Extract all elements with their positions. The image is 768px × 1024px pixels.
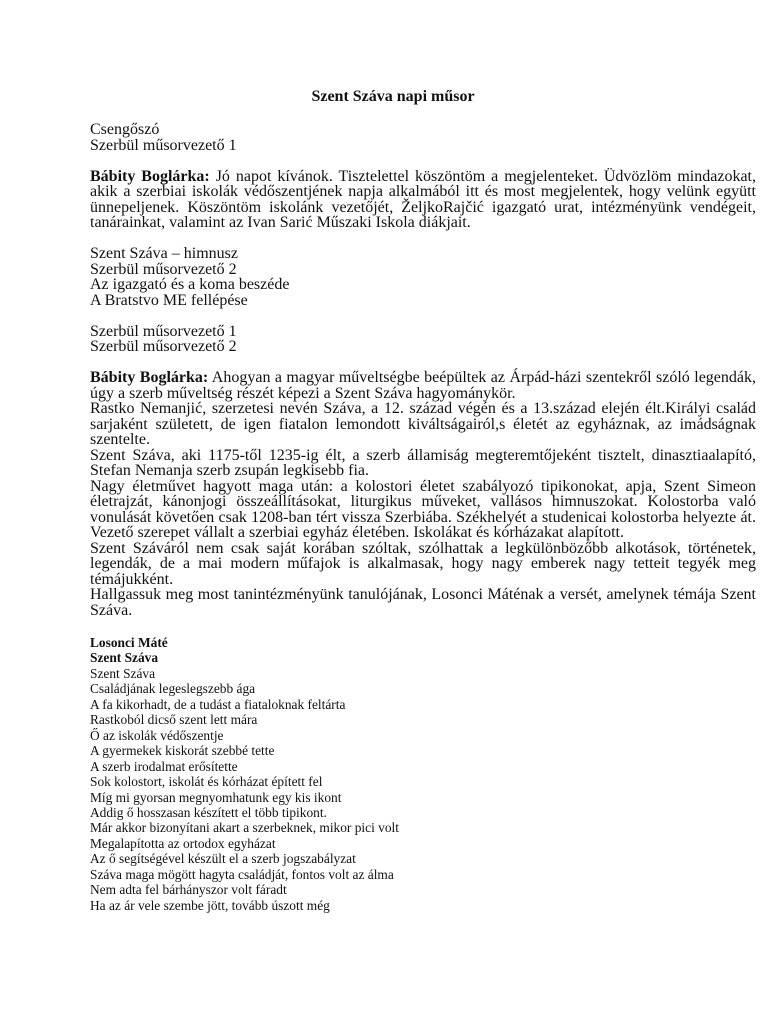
host-line: Szerbül műsorvezető 2 bbox=[90, 338, 237, 355]
poem-line: Családjának legeslegszebb ága bbox=[90, 681, 256, 697]
host-line: Szerbül műsorvezető 1 bbox=[90, 322, 237, 340]
poem-line: Rastkoból dicső szent lett mára bbox=[90, 712, 258, 728]
speech-text: Ahogyan a magyar műveltségbe beépültek az Árpád-házi szentekről szóló legendák, úgy a szerb műveltség részét képezi a Szent Száva hagyománykör. bbox=[90, 369, 756, 402]
spacer bbox=[90, 153, 756, 169]
poem-line: Szent Száva bbox=[90, 665, 156, 681]
speaker-name: Bábity Boglárka: bbox=[90, 369, 209, 386]
intro-line: Szerbül műsorvezető 1 bbox=[90, 136, 237, 154]
program-line: Az igazgató és a koma beszéde bbox=[90, 276, 290, 293]
host-lines bbox=[90, 324, 756, 355]
spacer bbox=[90, 355, 756, 371]
speech-paragraph: Szent Száva, aki 1175-től 1235-ig élt, a szerb államiság megteremtőjeként tisztelt, dinasztiaalapító, Stefan Nemanja szerb zsupán legkisebb fia. bbox=[90, 446, 756, 479]
spacer bbox=[90, 231, 756, 247]
poem-line: A szerb irodalmat erősítette bbox=[90, 758, 238, 774]
intro-lines bbox=[90, 122, 756, 153]
speech-paragraph: Nagy életművet hagyott maga után: a kolostori életet szabályozó tipikonokat, apja, Szent Simeon életrajzát, kánonjogi összeállításokat, liturgikus műveket, vallásos himnuszokat. Kolostorba való vonulását követően csak 1208-ban tért vissza Szerbiába. Székhelyét a studenicai kolostorba helyezte át. Vezető szerepet vállalt a szerbiai egyház életében. Iskolákat és kórházakat alapított. bbox=[90, 477, 756, 541]
program-lines bbox=[90, 246, 756, 308]
poem-line: Az ő segítségével készült el a szerb jogszabályzat bbox=[90, 851, 356, 867]
poem-author: Losonci Máté bbox=[90, 635, 168, 650]
speech-paragraph: Hallgassuk meg most tanintézményünk tanulójának, Losonci Máténak a versét, amelynek témája Szent Száva. bbox=[90, 586, 756, 619]
speech-1 bbox=[90, 169, 756, 231]
document-title: Szent Száva napi műsor bbox=[311, 88, 475, 105]
poem-line: Ő az iskolák védőszentje bbox=[90, 727, 224, 743]
poem-line: Míg mi gyorsan megnyomhatunk egy kis ikont bbox=[90, 789, 342, 805]
program-line: Szerbül műsorvezető 2 bbox=[90, 260, 237, 278]
speech-text: Jó napot kívánok. Tisztelettel köszöntöm a megjelenteket. Üdvözlöm mindazokat, akik a szerbiai iskolák védőszentjének napja alkalmából itt és most megjelentek, hogy velünk együtt ünnepeljenek. Köszöntöm iskolánk vezetőjét, ŽeljkoRajčić igazgató urat, intézményünk vendégeit, tanárainkat, valamint az Ivan Sarić Műszaki Iskola diákjait. bbox=[90, 167, 757, 231]
speaker-name: Bábity Boglárka: bbox=[90, 167, 210, 185]
poem bbox=[90, 635, 756, 913]
poem-line: Ha az ár vele szembe jött, tovább úszott még bbox=[90, 897, 330, 913]
poem-line: Addig ő hosszasan készített el több tipikont. bbox=[90, 804, 327, 820]
poem-line: Sok kolostort, iskolát és kórházat épített fel bbox=[90, 774, 323, 790]
poem-line: Száva maga mögött hagyta családját, fontos volt az álma bbox=[90, 866, 394, 882]
speech-paragraph: Szent Száváról nem csak saját korában szóltak, szólhattak a legkülönbözőbb alkotások, történetek, legendák, de a mai modern műfajok is alkalmasak, hogy nagy emberek nagy tetteit tegyék meg témájukként. bbox=[90, 539, 756, 588]
poem-line: Nem adta fel bárhányszor volt fáradt bbox=[90, 882, 287, 898]
intro-line: Csengőszó bbox=[90, 121, 160, 138]
poem-line: Már akkor bizonyítani akart a szerbeknek, mikor pici volt bbox=[90, 820, 399, 836]
poem-line: Megalapította az ortodox egyházat bbox=[90, 835, 276, 851]
poem-line: A gyermekek kiskorát szebbé tette bbox=[90, 743, 275, 759]
spacer bbox=[90, 308, 756, 324]
program-line: A Bratstvo ME fellépése bbox=[90, 291, 248, 309]
speech-2 bbox=[90, 370, 756, 618]
document-page bbox=[90, 88, 756, 913]
poem-line: A fa kikorhadt, de a tudást a fiataloknak feltárta bbox=[90, 696, 346, 712]
speech-paragraph: Rastko Nemanjić, szerzetesi nevén Száva, a 12. század végén és a 13.század elején élt.Királyi család sarjaként született, de igen fiatalon lemondott kiváltságairól,s életét az egyháznak, az imádságnak szentelte. bbox=[90, 400, 756, 448]
poem-title: Szent Száva bbox=[90, 650, 159, 666]
program-line: Szent Száva – himnusz bbox=[90, 245, 238, 262]
